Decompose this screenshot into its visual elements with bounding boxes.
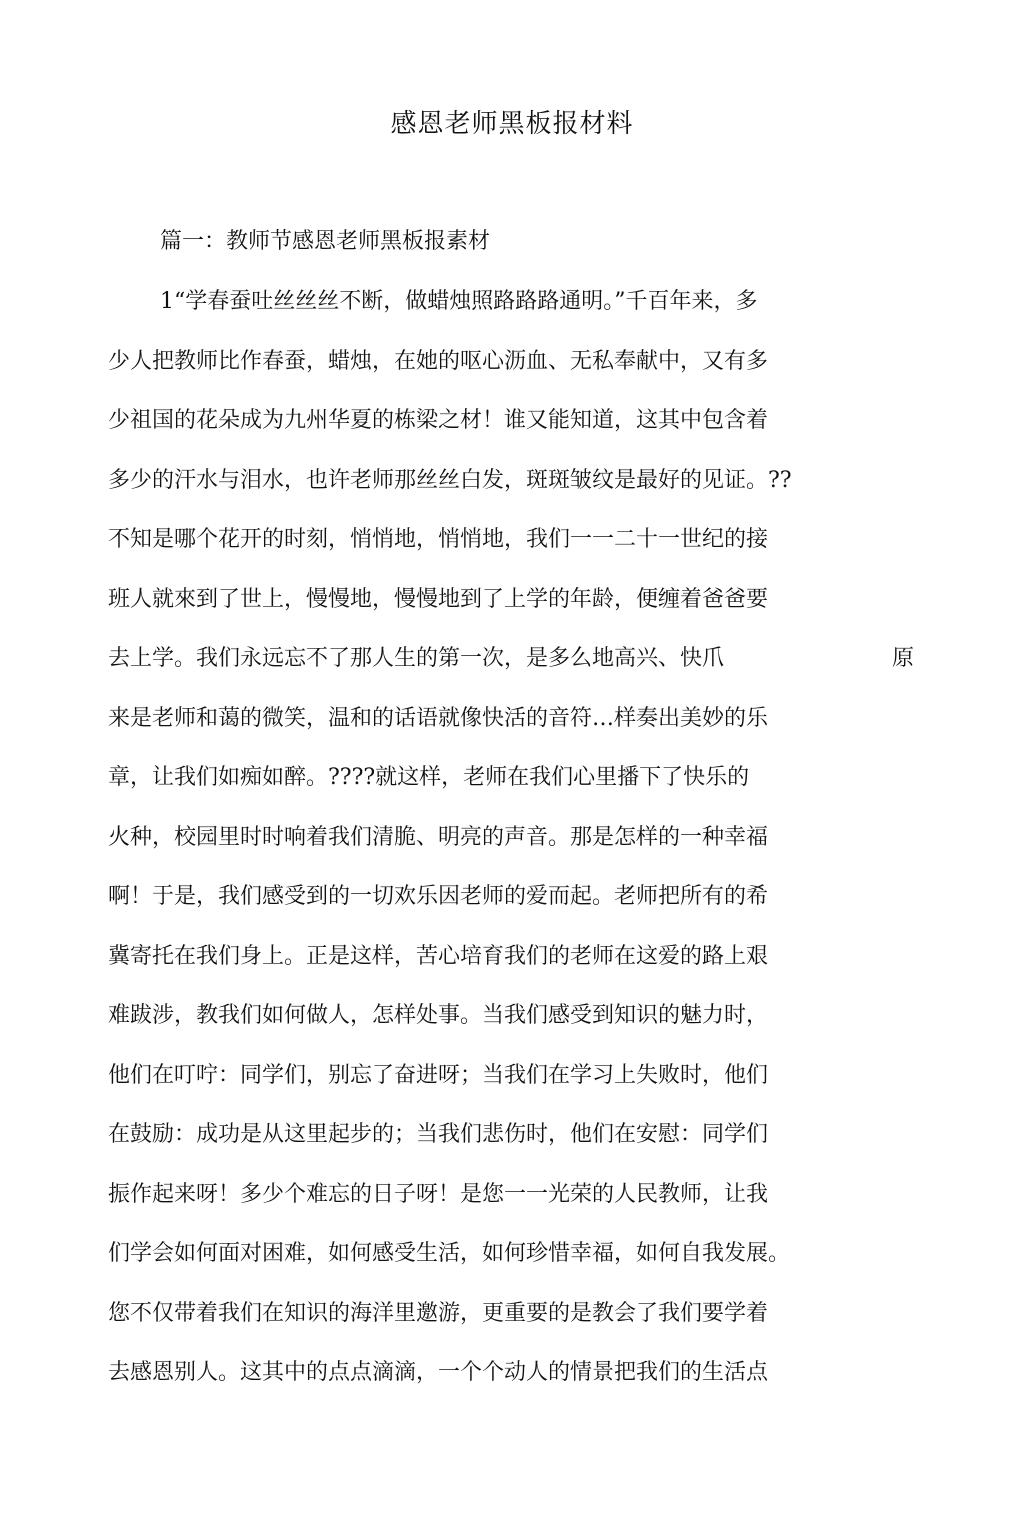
paragraph-line: 多少的汗水与泪水，也许老师那丝丝白发，斑斑皱纹是最好的见证。??	[108, 468, 792, 493]
paragraph-line: 在鼓励：成功是从这里起步的；当我们悲伤时，他们在安慰：同学们	[108, 1122, 769, 1147]
paragraph-line: 啊！于是，我们感受到的一切欢乐因老师的爱而起。老师把所有的希	[108, 884, 769, 909]
paragraph-line: 他们在叮咛：同学们，别忘了奋进呀；当我们在学习上失败时，他们	[108, 1063, 769, 1088]
paragraph-line: 来是老师和蔼的微笑，温和的话语就像快活的音符…样奏出美妙的乐	[108, 706, 769, 731]
paragraph-line: 章，让我们如痴如醉。????就这样，老师在我们心里播下了快乐的	[108, 765, 750, 790]
paragraph-line: 您不仅带着我们在知识的海洋里邀游，更重要的是教会了我们要学着	[108, 1301, 769, 1326]
paragraph-line: 班人就來到了世上，慢慢地，慢慢地到了上学的年龄，便缠着爸爸要	[108, 587, 769, 612]
paragraph-line: 去感恩别人。这其中的点点滴滴，一个个动人的情景把我们的生活点	[108, 1360, 769, 1385]
paragraph-line: 少人把教师比作春蚕，蜡烛，在她的呕心沥血、无私奉献中，又有多	[108, 349, 769, 374]
paragraph-line: 们学会如何面对困难，如何感受生活，如何珍惜幸福，如何自我发展。	[108, 1241, 791, 1266]
paragraph-line: 振作起来呀！多少个难忘的日子呀！是您一一光荣的人民教师，让我	[108, 1182, 769, 1207]
section-heading: 篇一：教师节感恩老师黑板报素材	[160, 229, 491, 254]
paragraph-line: 1“学春蚕吐丝丝丝不断，做蜡烛照路路路通明。”千百年来，多	[160, 289, 758, 314]
document-title: 感恩老师黑板报材料	[390, 109, 634, 139]
paragraph-line: 冀寄托在我们身上。正是这样，苦心培育我们的老师在这爱的路上艰	[108, 944, 769, 969]
paragraph-line: 去上学。我们永远忘不了那人生的第一次，是多么地高兴、快爪	[108, 646, 725, 671]
paragraph-line: 少祖国的花朵成为九州华夏的栋梁之材！谁又能知道，这其中包含着	[108, 408, 769, 433]
paragraph-line-tail: 原	[892, 646, 915, 671]
paragraph-line: 难跋涉，教我们如何做人，怎样处事。当我们感受到知识的魅力时，	[108, 1003, 769, 1028]
paragraph-line: 火种，校园里时时响着我们清脆、明亮的声音。那是怎样的一种幸福	[108, 825, 769, 850]
paragraph-line: 不知是哪个花开的时刻，悄悄地，悄悄地，我们一一二十一世纪的接	[108, 527, 769, 552]
